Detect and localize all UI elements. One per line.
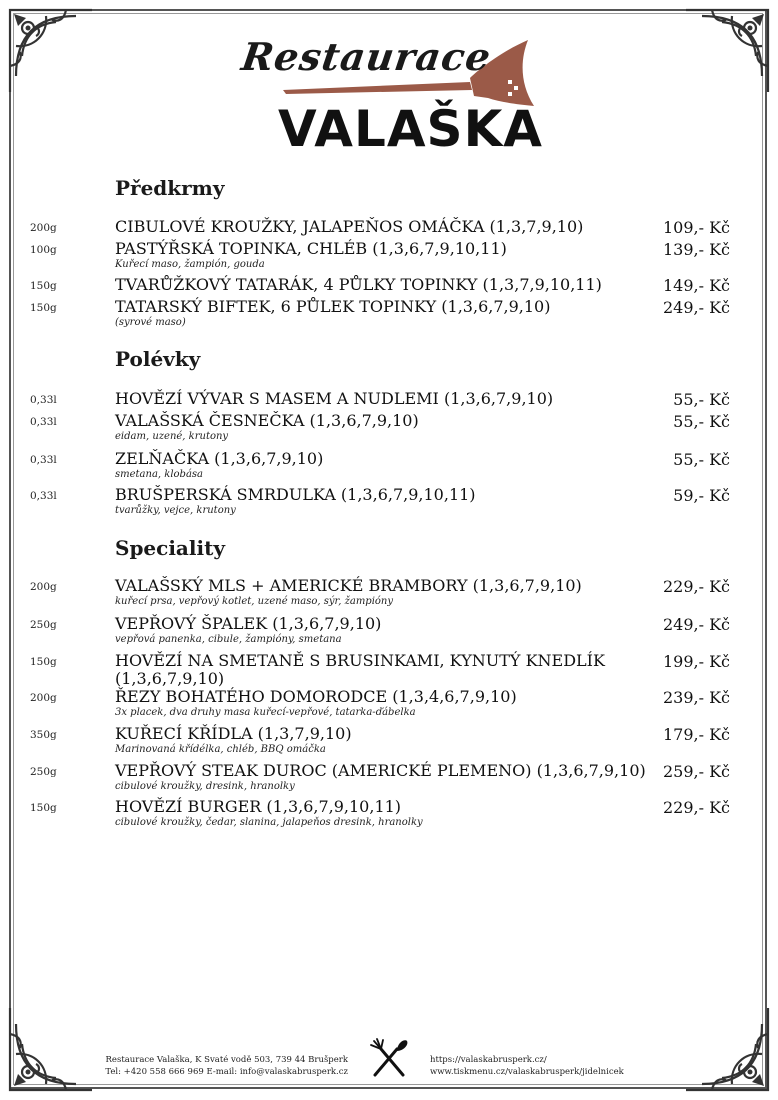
item-name-line: CIBULOVÉ KROUŽKY, JALAPEŇOS OMÁČKA (1,3,7,9,10) [115, 217, 584, 236]
item-description: Marinovaná křídélka, chléb, BBQ omáčka [115, 744, 326, 755]
item-price: 229,- Kč [662, 798, 730, 817]
corner-ornament-icon [682, 1004, 772, 1094]
footer-links-block [430, 1054, 680, 1078]
item-price: 55,- Kč [673, 450, 730, 469]
item-quantity: 200g [30, 222, 57, 234]
item-name [115, 486, 675, 504]
item-name [115, 652, 675, 688]
item-name [115, 450, 675, 468]
item-name-line: ZELŇAČKA (1,3,6,7,9,10) [115, 449, 324, 468]
footer-menu-link[interactable]: www.tiskmenu.cz/valaskabrusperk/jidelnicek [430, 1067, 624, 1077]
item-quantity: 0,33l [30, 490, 57, 502]
section-title: Předkrmy [115, 176, 225, 200]
item-description: vepřová panenka, cibule, žampióny, smetana [115, 634, 342, 645]
item-name-line-2: (1,3,6,7,9,10) [115, 669, 225, 688]
item-name [115, 276, 675, 294]
item-name-line: TATARSKÝ BIFTEK, 6 PŮLEK TOPINKY (1,3,6,7,9,10) [115, 297, 551, 316]
item-name [115, 218, 675, 236]
item-name [115, 298, 675, 316]
item-quantity: 0,33l [30, 394, 57, 406]
item-name [115, 798, 675, 816]
item-name [115, 412, 675, 430]
logo-main-text: VALAŠKA [278, 100, 544, 158]
footer-address-block [100, 1054, 348, 1078]
item-name-line: VALAŠSKÝ MLS + AMERICKÉ BRAMBORY (1,3,6,7,9,10) [115, 576, 582, 595]
footer-contact: Tel: +420 558 666 969 E-mail: info@valaskabrusperk.cz [105, 1067, 348, 1077]
corner-ornament-icon [682, 6, 772, 96]
item-description: (syrové maso) [115, 317, 186, 328]
item-price: 249,- Kč [662, 615, 730, 634]
item-quantity: 150g [30, 302, 57, 314]
item-name [115, 240, 675, 258]
fork-knife-icon [367, 1037, 411, 1081]
restaurant-logo [238, 32, 548, 162]
item-price: 59,- Kč [673, 486, 730, 505]
item-price: 109,- Kč [662, 218, 730, 237]
item-quantity: 0,33l [30, 454, 57, 466]
item-name-line: VEPŘOVÝ STEAK DUROC (AMERICKÉ PLEMENO) (1,3,6,7,9,10) [115, 761, 646, 780]
item-quantity: 250g [30, 766, 57, 778]
item-description: smetana, klobása [115, 469, 204, 480]
item-price: 139,- Kč [662, 240, 730, 259]
item-description: 3x placek, dva druhy masa kuřecí-vepřové, tatarka-ďábelka [115, 707, 416, 718]
item-price: 149,- Kč [662, 276, 730, 295]
item-name-line: TVARŮŽKOVÝ TATARÁK, 4 PŮLKY TOPINKY (1,3,7,9,10,11) [115, 275, 602, 294]
section-title: Speciality [115, 536, 225, 560]
corner-ornament-icon [6, 6, 96, 96]
item-price: 239,- Kč [662, 688, 730, 707]
item-description: eidam, uzené, krutony [115, 431, 229, 442]
footer-address: Restaurace Valaška, K Svaté vodě 503, 739 44 Brušperk [105, 1055, 348, 1065]
item-description: tvarůžky, vejce, krutony [115, 505, 236, 516]
item-name-line: HOVĚZÍ BURGER (1,3,6,7,9,10,11) [115, 797, 402, 816]
item-name-line: VEPŘOVÝ ŠPALEK (1,3,6,7,9,10) [115, 614, 382, 633]
item-price: 55,- Kč [673, 412, 730, 431]
item-quantity: 150g [30, 656, 57, 668]
item-name-line: PASTÝŘSKÁ TOPINKA, CHLÉB (1,3,6,7,9,10,11) [115, 239, 507, 258]
item-price: 179,- Kč [662, 725, 730, 744]
item-quantity: 150g [30, 280, 57, 292]
item-name-line: BRUŠPERSKÁ SMRDULKA (1,3,6,7,9,10,11) [115, 485, 476, 504]
item-name [115, 390, 675, 408]
item-price: 229,- Kč [662, 577, 730, 596]
item-price: 199,- Kč [662, 652, 730, 671]
item-description: kuřecí prsa, vepřový kotlet, uzené maso, sýr, žampióny [115, 596, 394, 607]
item-name [115, 688, 675, 706]
corner-ornament-icon [6, 1004, 96, 1094]
item-quantity: 0,33l [30, 416, 57, 428]
logo-script-text: Restaurace [238, 34, 495, 79]
item-quantity: 350g [30, 729, 57, 741]
item-name-line: HOVĚZÍ NA SMETANĚ S BRUSINKAMI, KYNUTÝ KNEDLÍK [115, 651, 605, 670]
item-quantity: 200g [30, 692, 57, 704]
item-name-line: HOVĚZÍ VÝVAR S MASEM A NUDLEMI (1,3,6,7,9,10) [115, 389, 554, 408]
item-price: 55,- Kč [673, 390, 730, 409]
item-name [115, 762, 675, 780]
section-title: Polévky [115, 347, 201, 371]
item-description: cibulové kroužky, čedar, slanina, jalapeňos dresink, hranolky [115, 817, 423, 828]
item-quantity: 200g [30, 581, 57, 593]
item-price: 249,- Kč [662, 298, 730, 317]
item-description: Kuřecí maso, žampión, gouda [115, 259, 265, 270]
item-description: cibulové kroužky, dresink, hranolky [115, 781, 295, 792]
item-name [115, 615, 675, 633]
item-name [115, 725, 675, 743]
item-name-line: KUŘECÍ KŘÍDLA (1,3,7,9,10) [115, 724, 352, 743]
item-name-line: ŘEZY BOHATÉHO DOMORODCE (1,3,4,6,7,9,10) [115, 687, 517, 706]
footer-website-link[interactable]: https://valaskabrusperk.cz/ [430, 1055, 547, 1065]
item-quantity: 250g [30, 619, 57, 631]
item-quantity: 100g [30, 244, 57, 256]
item-name-line: VALAŠSKÁ ČESNEČKA (1,3,6,7,9,10) [115, 411, 419, 430]
item-quantity: 150g [30, 802, 57, 814]
item-price: 259,- Kč [662, 762, 730, 781]
item-name [115, 577, 675, 595]
